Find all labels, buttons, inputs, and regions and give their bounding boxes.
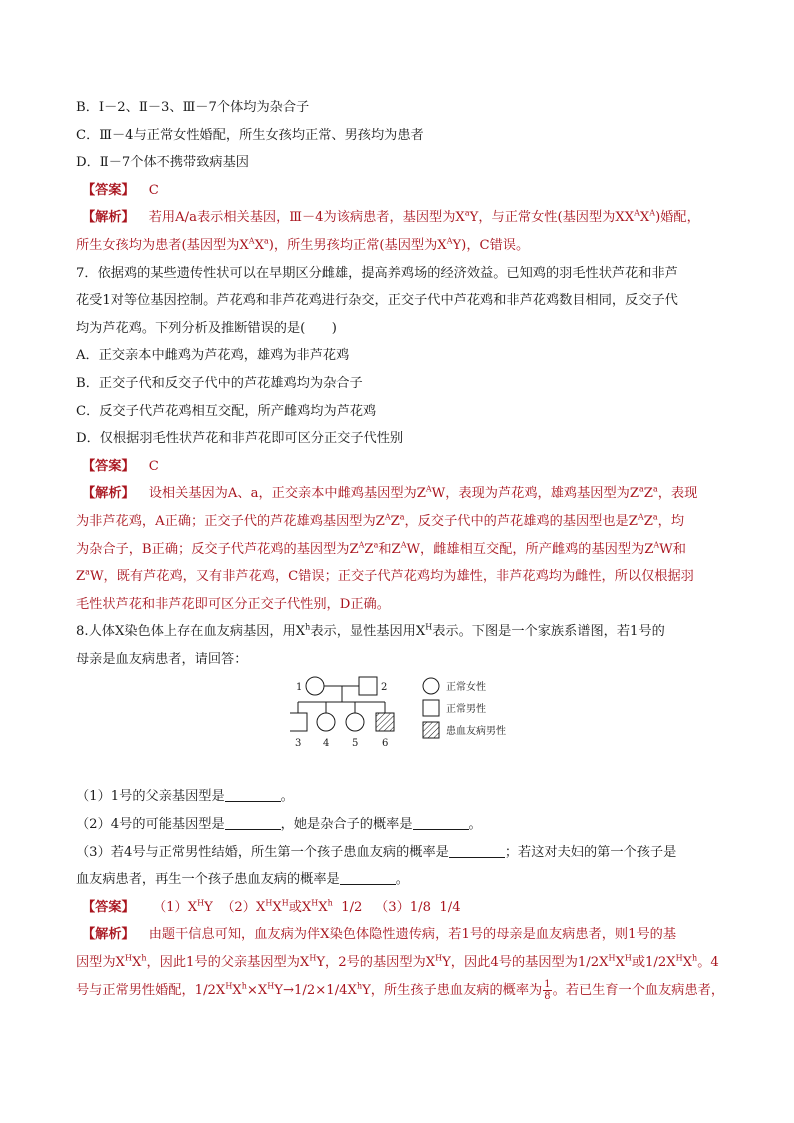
legend-female-icon	[423, 678, 439, 694]
label-4: 4	[323, 738, 330, 749]
q6-analysis-line-2: 所生女孩均为患者(基因型为$X^AX^a$)，所生男孩均正常(基因型为$X^AY$)，C错误。	[76, 236, 530, 253]
individual-2-normal-male	[359, 677, 377, 695]
answer-blank	[413, 815, 469, 830]
label-3: 3	[295, 738, 302, 749]
q7-answer: 【答案】 C	[82, 458, 159, 474]
label-5: 5	[352, 738, 359, 749]
q8-analysis-line-3: 号与正常男性婚配，$1/2X^HX^h\times X^HY\to 1/2\times 1/4X^hY$，所生孩子患血友病的概率为 $\frac{1}{8}$ 。若已生育一个血友病患者，	[76, 978, 725, 1002]
pedigree-svg	[290, 672, 530, 752]
individual-4-normal-female	[317, 713, 335, 731]
q7-analysis-line-3: 为杂合子，B正确；反交子代芦花鸡的基因型为$Z^AZ^a$和$Z^AW$，雌雄相互交配，所产雌鸡的基因型为$Z^AW$和	[76, 540, 686, 557]
legend-male-icon	[423, 700, 439, 716]
q8-sub-3a: （3）若4号与正常男性结婚，所生第一个孩子患血友病的概率是 ；若这对夫妇的第一个孩子是	[76, 844, 677, 860]
label-1: 1	[296, 682, 303, 693]
option-d: D．Ⅱ－7个体不携带致病基因	[76, 155, 249, 171]
fraction-one-eighth: $\frac{1}{8}$	[544, 978, 551, 1002]
label-6: 6	[382, 738, 389, 749]
individual-1-normal-female	[306, 677, 324, 695]
option-c: C．Ⅲ－4与正常女性婚配，所生女孩均正常、男孩均为患者	[76, 127, 424, 143]
answer-blank	[225, 787, 281, 802]
legend-affected-male: 患血友病男性	[446, 726, 506, 737]
q6-answer: 【答案】 C	[82, 182, 159, 198]
answer-blank	[340, 870, 396, 885]
legend-normal-female: 正常女性	[446, 682, 486, 693]
q6-analysis-line-1: 【解析】 若用A/a表示相关基因，Ⅲ－4为该病患者，基因型为$X^aY$，与正常女性(基因型为$XX^AX^A$)婚配，	[82, 208, 700, 226]
answer-blank	[225, 815, 281, 830]
answer-blank	[449, 843, 505, 858]
q7-option-d: D．仅根据羽毛性状芦花和非芦花即可区分正交子代性别	[76, 431, 404, 447]
q7-analysis-line-5: 毛性状芦花和非芦花即可区分正交子代性别，D正确。	[76, 596, 390, 612]
individual-6-affected-male	[376, 713, 394, 731]
q7-analysis-line-4: $Z^aW$，既有芦花鸡，又有非芦花鸡，C错误；正交子代芦花鸡均为雄性，非芦花鸡均为雌性，所以仅根据羽	[76, 567, 694, 585]
q7-stem-1: 7．依据鸡的某些遗传性状可以在早期区分雌雄，提高养鸡场的经济效益。已知鸡的羽毛性状芦花和非芦	[76, 265, 678, 281]
q7-option-a: A．正交亲本中雌鸡为芦花鸡，雄鸡为非芦花鸡	[76, 348, 350, 364]
q8-sub-2: （2）4号的可能基因型是 ，她是杂合子的概率是 。	[76, 817, 482, 833]
q8-analysis-line-2: 因型为$X^HX^h$，因此1号的父亲基因型为$X^HY$，2号的基因型为$X^HY$，因此4号的基因型为$1/2X^HX^H$或$1/2X^HX^h$。4	[76, 953, 719, 971]
q8-sub-3b: 血友病患者，再生一个孩子患血友病的概率是 。	[76, 872, 409, 888]
q8-stem-2: 母亲是血友病患者，请回答：	[76, 651, 248, 667]
q8-analysis-line-1: 【解析】 由题干信息可知，血友病为伴X染色体隐性遗传病，若1号的母亲是血友病患者，则1号的基	[82, 927, 677, 943]
q8-stem-1: 8.人体X染色体上存在血友病基因，用$X^h$表示，显性基因用$X^H$表示。下图是一个家族系谱图，若1号的	[76, 622, 665, 640]
q7-option-c: C．反交子代芦花鸡相互交配，所产雌鸡均为芦花鸡	[76, 403, 377, 419]
q7-stem-2: 花受1对等位基因控制。芦花鸡和非芦花鸡进行杂交，正交子代中芦花鸡和非芦花鸡数目相同，反交子代	[76, 293, 678, 309]
q8-sub-1: （1）1号的父亲基因型是 。	[76, 789, 294, 805]
q7-option-b: B．正交子代和反交子代中的芦花雄鸡均为杂合子	[76, 375, 363, 391]
q7-stem-3: 均为芦花鸡。下列分析及推断错误的是( )	[76, 320, 337, 336]
q8-answer: 【答案】 $(1)X^HY$ $(2)X^HX^H$或$X^HX^h$ 1/2 （3）1/8 1/4	[82, 898, 461, 915]
label-2: 2	[381, 682, 388, 693]
q7-analysis-line-1: 【解析】 设相关基因为A、a，正交亲本中雌鸡基因型为$Z^AW$，表现为芦花鸡，雄鸡基因型为$Z^aZ^a$，表现	[82, 484, 698, 502]
option-b: B．Ⅰ－2、Ⅱ－3、Ⅲ－7个体均为杂合子	[76, 100, 310, 115]
page-content	[76, 94, 726, 1004]
q7-analysis-line-2: 为非芦花鸡，A正确；正交子代的芦花雄鸡基因型为$Z^AZ^a$，反交子代中的芦花雄鸡的基因型也是$Z^AZ^a$，均	[76, 512, 685, 529]
pedigree-chart	[290, 672, 530, 752]
individual-3-normal-male	[290, 713, 307, 731]
individual-5-normal-female	[346, 713, 364, 731]
legend-normal-male: 正常男性	[446, 704, 486, 715]
legend-affected-male-icon	[423, 722, 439, 738]
